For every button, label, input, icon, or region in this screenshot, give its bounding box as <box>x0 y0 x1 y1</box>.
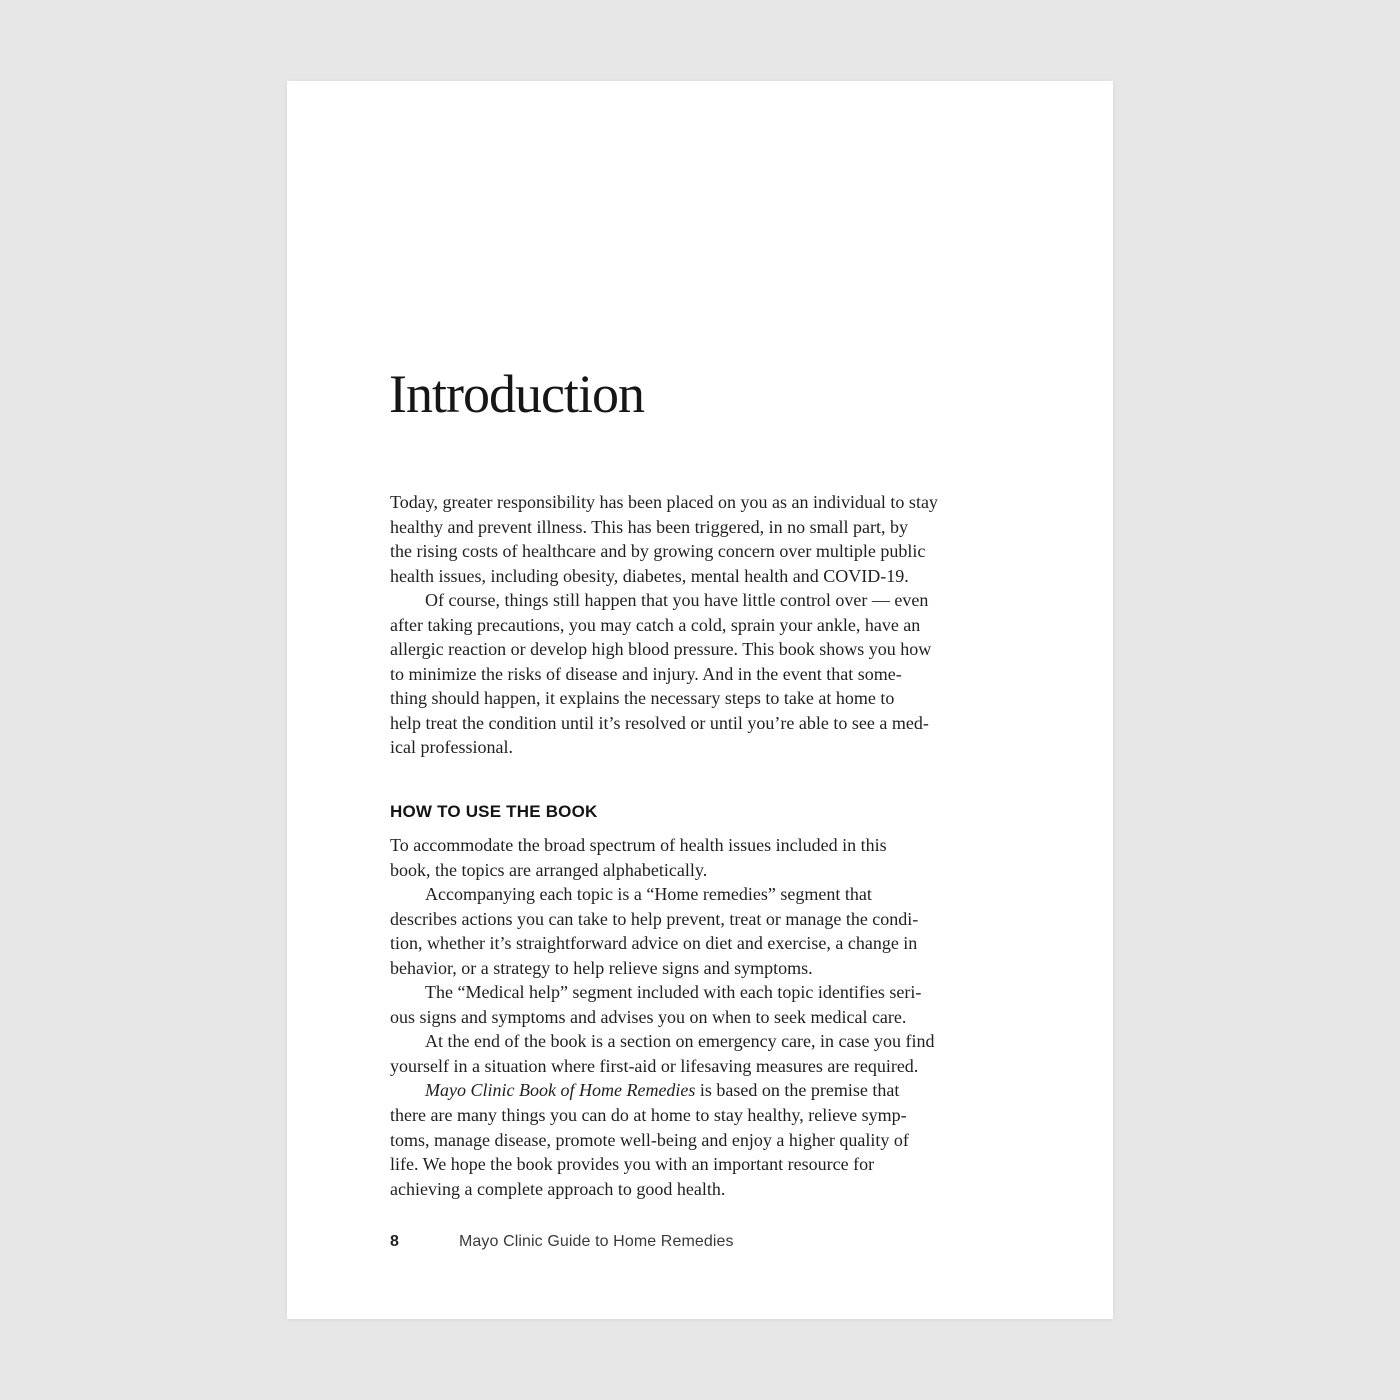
running-title: Mayo Clinic Guide to Home Remedies <box>459 1233 734 1250</box>
text-line: To accommodate the broad spectrum of health issues included in this <box>390 835 887 855</box>
text-line: life. We hope the book provides you with an important resource for <box>390 1154 875 1175</box>
text-line: yourself in a situation where first-aid or lifesaving measures are required. <box>390 1055 919 1076</box>
text-line: after taking precautions, you may catch a cold, sprain your ankle, have an <box>390 614 921 635</box>
text-line: there are many things you can do at home to stay healthy, relieve symp- <box>390 1105 907 1126</box>
text-line: describes actions you can take to help prevent, treat or manage the condi- <box>390 908 919 929</box>
chapter-title: Introduction <box>389 364 644 424</box>
text-line: the rising costs of healthcare and by growing concern over multiple public <box>390 541 926 562</box>
text-line: achieving a complete approach to good health. <box>390 1178 726 1199</box>
text-line: help treat the condition until it’s resolved or until you’re able to see a med- <box>390 712 929 733</box>
intro-paragraphs <box>390 490 1040 760</box>
text-line: book, the topics are arranged alphabetically. <box>390 859 708 880</box>
text-line: tion, whether it’s straightforward advice on diet and exercise, a change in <box>390 933 918 954</box>
book-page <box>287 81 1113 1319</box>
section-heading: HOW TO USE THE BOOK <box>390 802 598 821</box>
text-line: toms, manage disease, promote well-being and enjoy a higher quality of <box>390 1129 909 1150</box>
page-footer <box>390 1232 734 1252</box>
text-line: Accompanying each topic is a “Home remedies” segment that <box>425 884 872 905</box>
text-line: ical professional. <box>390 737 513 758</box>
text-line: allergic reaction or develop high blood pressure. This book shows you how <box>390 639 932 660</box>
text-line: thing should happen, it explains the necessary steps to take at home to <box>390 688 895 709</box>
text-line: Of course, things still happen that you have little control over — even <box>425 590 929 611</box>
text-line: behavior, or a strategy to help relieve signs and symptoms. <box>390 957 813 978</box>
text-line: Mayo Clinic Book of Home Remedies is based on the premise that <box>425 1080 900 1101</box>
text-line: healthy and prevent illness. This has been triggered, in no small part, by <box>390 516 909 537</box>
text-line: health issues, including obesity, diabetes, mental health and COVID-19. <box>390 565 909 586</box>
text-line: The “Medical help” segment included with each topic identifies seri- <box>425 982 922 1003</box>
text-line: Today, greater responsibility has been placed on you as an individual to stay <box>390 492 938 512</box>
page-number: 8 <box>390 1233 399 1250</box>
text-line: ous signs and symptoms and advises you on when to seek medical care. <box>390 1006 907 1027</box>
text-line: to minimize the risks of disease and injury. And in the event that some- <box>390 663 902 684</box>
section-paragraphs <box>390 833 1040 1201</box>
text-line: At the end of the book is a section on emergency care, in case you find <box>425 1031 935 1052</box>
